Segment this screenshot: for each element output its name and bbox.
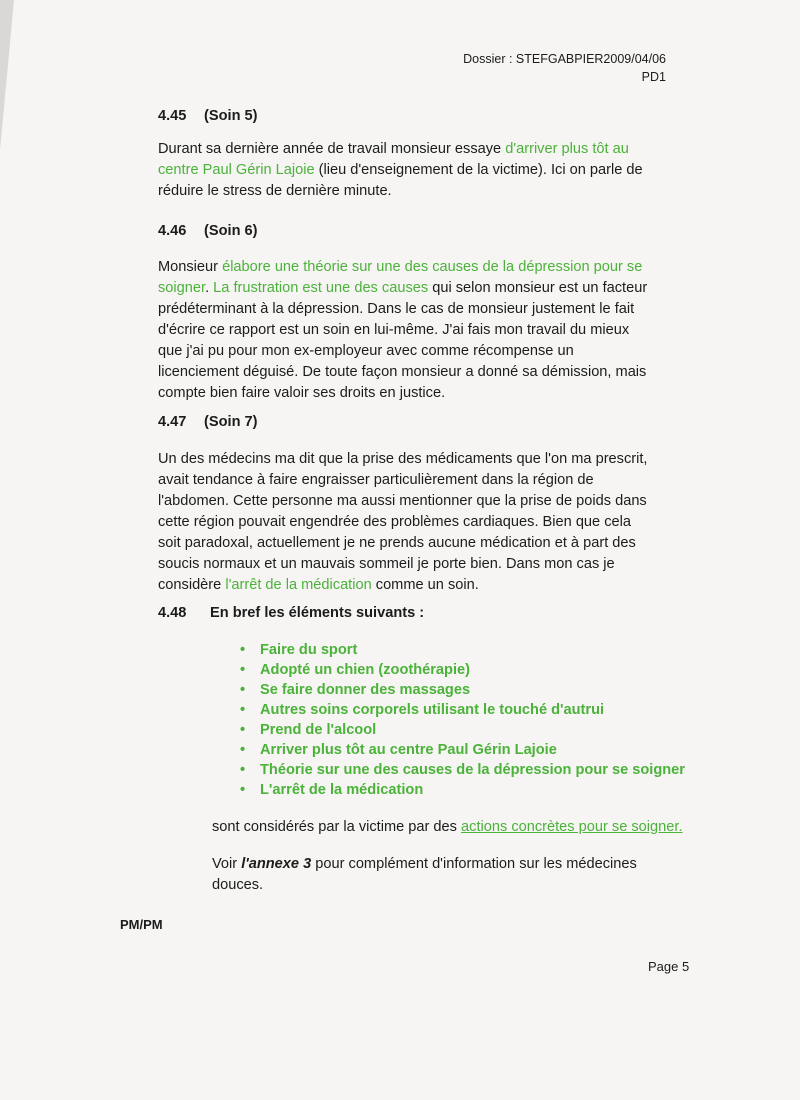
highlighted-text: La frustration est une des causes <box>213 280 429 296</box>
text-run: . <box>205 280 214 296</box>
text-run: qui selon monsieur est un facteur prédéterminant à la dépression. Dans le cas de monsieur justement le fait d'écrire ce rapport est un soin en lui-même. J'ai fais mon travail du mieux que j'ai pu pour mon ex-employeur avec comme récompense un licenciement déguisé. De toute façon monsieur a donné sa démission, mais compte bien faire valoir ses droits en justice. <box>158 280 648 401</box>
text-run: Monsieur <box>158 259 223 275</box>
text-run: (lieu d'enseignement de la victime). Ici on parle de réduire le stress de dernière minute. <box>158 162 643 199</box>
dossier-reference: Dossier : STEFGABPIER2009/04/06 <box>463 52 666 66</box>
section-number: 4.46 <box>158 223 187 239</box>
list-item: • Théorie sur une des causes de la dépression pour se soigner <box>240 760 685 780</box>
list-item: • Adopté un chien (zoothérapie) <box>240 660 685 680</box>
list-item: • Faire du sport <box>240 640 685 660</box>
section-number: 4.47 <box>158 414 187 430</box>
text-run: Durant sa dernière année de travail monsieur essaye <box>158 141 506 157</box>
section-heading-4-46 <box>158 221 258 242</box>
text-run: Un des médecins ma dit que la prise des médicaments que l'on ma prescrit, avait tendance à faire engraisser particulièrement dans la région de l'abdomen. Cette personne ma aussi mentionner que la prise de poids dans cette région pouvait engendrée des problèmes cardiaques. Bien que cela soit paradoxal, actuellement je ne prends aucune médication et à part des soucis normaux et un mauvais sommeil je porte bien. Dans mon cas je considère <box>158 451 648 593</box>
section-heading-4-45 <box>158 106 258 127</box>
text-run: comme un soin. <box>371 577 479 593</box>
highlighted-text: d'arriver plus tôt au centre Paul Gérin Lajoie <box>158 141 629 178</box>
highlighted-text: élabore une théorie sur une des causes de la dépression pour se soigner <box>158 259 643 296</box>
footer-initials: PM/PM <box>120 917 163 932</box>
section-number: 4.45 <box>158 108 187 124</box>
document-code: PD1 <box>641 70 666 84</box>
section-title: (Soin 6) <box>204 223 258 239</box>
section-title: (Soin 5) <box>204 108 258 124</box>
paragraph-4-45 <box>158 139 648 202</box>
section-heading-4-47 <box>158 412 258 433</box>
list-item: • Arriver plus tôt au centre Paul Gérin Lajoie <box>240 740 685 760</box>
text-run: sont considérés par la victime par des <box>212 819 462 835</box>
list-item: • L'arrêt de la médication <box>240 780 685 800</box>
list-item: • Prend de l'alcool <box>240 720 685 740</box>
list-item: • Se faire donner des massages <box>240 680 685 700</box>
conclusion-line <box>212 817 692 838</box>
text-run: pour complément d'information sur les médecines douces. <box>212 856 637 893</box>
section-heading-4-48 <box>158 603 424 624</box>
list-item: • Autres soins corporels utilisant le touché d'autrui <box>240 700 685 720</box>
folded-corner <box>0 0 14 150</box>
annex-link-text: l'annexe 3 <box>241 856 312 872</box>
paragraph-4-46 <box>158 257 648 404</box>
highlighted-text: l'arrêt de la médication <box>225 577 372 593</box>
page-number: Page 5 <box>648 959 690 974</box>
summary-list <box>240 640 685 800</box>
section-title: (Soin 7) <box>204 414 258 430</box>
section-title: En bref les éléments suivants : <box>210 605 425 621</box>
underlined-highlight: actions concrètes pour se soigner. <box>461 819 683 835</box>
annex-reference <box>212 854 672 896</box>
text-run: Voir <box>212 856 242 872</box>
section-number: 4.48 <box>158 605 187 621</box>
paragraph-4-47 <box>158 449 648 596</box>
